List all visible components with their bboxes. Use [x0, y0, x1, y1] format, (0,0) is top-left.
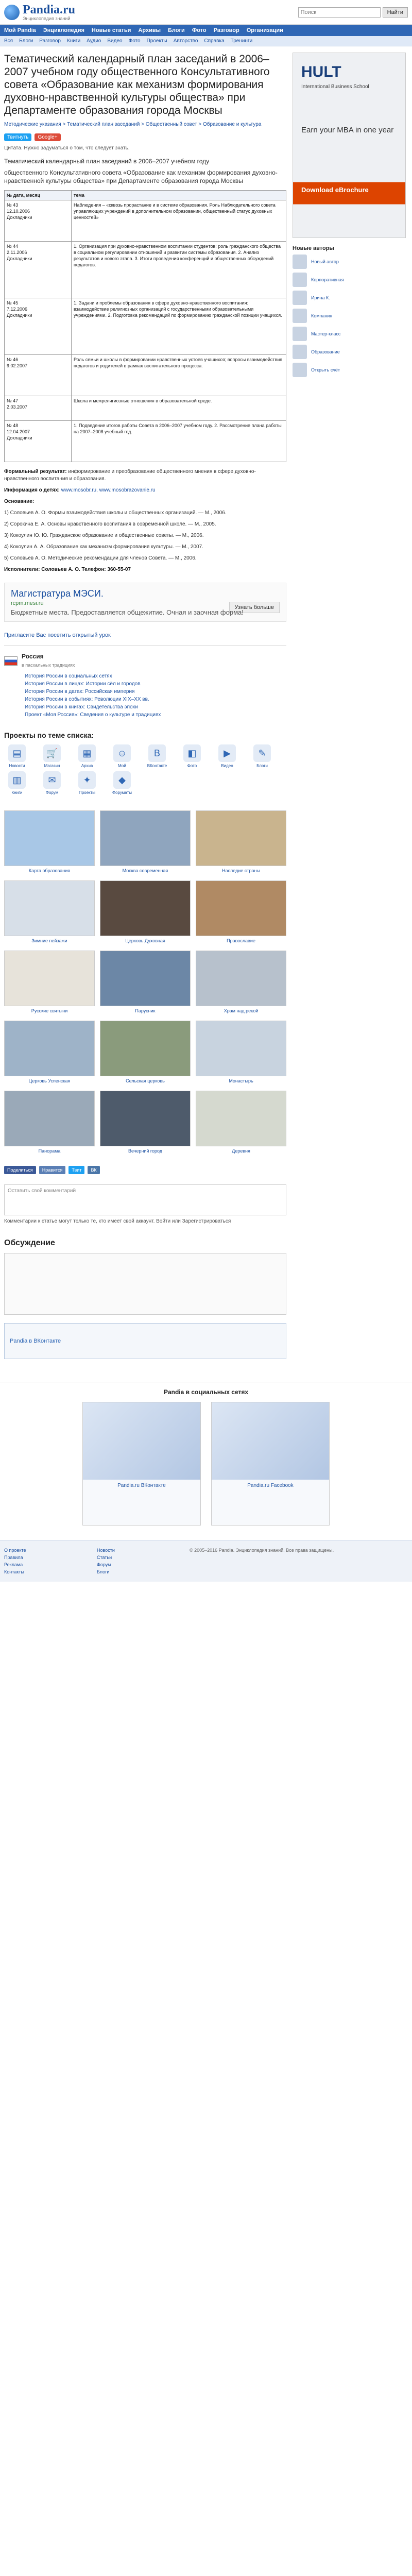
- footer-social: [0, 1382, 412, 1526]
- footer-col-2: [97, 1547, 174, 1575]
- list-item: [25, 696, 286, 703]
- gallery-photo[interactable]: [196, 1021, 286, 1076]
- project-item[interactable]: [144, 744, 170, 768]
- social-share-button[interactable]: Нравится: [39, 1166, 66, 1174]
- table-header-topic: тема: [72, 191, 286, 200]
- gallery-label[interactable]: Панорама: [38, 1148, 61, 1154]
- blog-icon: ✎: [253, 744, 271, 762]
- table-row: [5, 298, 286, 355]
- gallery-tile[interactable]: [196, 1021, 286, 1083]
- russia-flag-icon: [4, 656, 18, 666]
- related-head-note: в пасхальных традициях: [22, 663, 75, 668]
- author-name[interactable]: Образование: [311, 349, 340, 354]
- social-bar: [4, 1166, 286, 1174]
- project-label: Магазин: [44, 764, 60, 768]
- related-head[interactable]: Россия: [22, 653, 44, 660]
- nav-item[interactable]: Блоги: [168, 27, 185, 33]
- table-cell-topic: Наблюдения – «сквозь прорастание и в системе образования. Роль Наблюдательного совета управляющих учреждений в дополнительном образовании, общественный статус духовных ценностей»: [72, 200, 286, 242]
- gallery-label[interactable]: Москва современная: [122, 868, 168, 873]
- plan-table: [4, 190, 286, 462]
- nav-item[interactable]: Мой Pandia: [4, 27, 36, 33]
- vk-card-label: Pandia.ru ВКонтакте: [117, 1483, 166, 1488]
- header: [0, 0, 412, 25]
- gallery-label[interactable]: Зимние пейзажи: [31, 938, 67, 943]
- project-item[interactable]: [39, 771, 65, 795]
- gallery-tile[interactable]: [4, 880, 95, 943]
- table-row: [5, 421, 286, 462]
- related-link[interactable]: История России в событиях: Революции XIX–XX вв.: [25, 697, 149, 702]
- project-item[interactable]: [179, 744, 205, 768]
- gallery-photo[interactable]: [4, 951, 95, 1006]
- gallery-tile[interactable]: [100, 1021, 191, 1083]
- video-icon: ▶: [218, 744, 236, 762]
- info-label: Информация о детях:: [4, 487, 60, 493]
- nav-item[interactable]: Разговор: [213, 27, 239, 33]
- avatar: [293, 255, 307, 269]
- basis-item: 5) Соловьев А. О. Методические рекомендации для членов Совета. — М., 2006.: [4, 555, 197, 561]
- authors-title: Новые авторы: [293, 245, 334, 251]
- sub-nav: [0, 36, 412, 46]
- banner-school: International Business School: [301, 84, 369, 90]
- list-item: [25, 672, 286, 680]
- table-cell-date: № 47 2.03.2007: [5, 396, 72, 421]
- gallery-tile[interactable]: [4, 1091, 95, 1154]
- gallery-label[interactable]: Карта образования: [28, 868, 71, 873]
- authors-list: [293, 255, 408, 377]
- photo-gallery: [4, 810, 286, 1154]
- basis-item: 4) Кокоулин А. А. Образование как механизм формирования культуры. — М., 2007.: [4, 544, 203, 550]
- nav-item[interactable]: Фото: [192, 27, 207, 33]
- gallery-tile[interactable]: [4, 1021, 95, 1083]
- gallery-photo[interactable]: [196, 880, 286, 936]
- nav-item[interactable]: Новые статьи: [91, 27, 131, 33]
- footer-link[interactable]: Статьи: [97, 1555, 112, 1560]
- subnav-item[interactable]: Справка: [204, 38, 225, 44]
- project-label: Видео: [221, 764, 233, 768]
- project-label: Проекты: [78, 790, 96, 795]
- cart-icon: 🛒: [43, 744, 61, 762]
- gallery-tile[interactable]: [100, 810, 191, 873]
- subnav-item[interactable]: Вся: [4, 38, 13, 44]
- nav-item[interactable]: Архивы: [138, 27, 161, 33]
- subnav-item[interactable]: Блоги: [19, 38, 33, 44]
- gallery-label[interactable]: Русские святыни: [31, 1008, 68, 1013]
- intro-line-2: общественного Консультативного совета «Образование как механизм формирования духовно-нравственной культуры общества» при Департаменте образования города Москвы: [4, 169, 278, 184]
- author-item[interactable]: [293, 255, 408, 269]
- basis-label: Основание:: [4, 499, 35, 504]
- project-label: Архив: [81, 764, 93, 768]
- projects-heading: Проекты по теме списка:: [4, 731, 94, 739]
- project-label: Мой: [118, 764, 126, 768]
- project-item[interactable]: [249, 744, 275, 768]
- ad-title[interactable]: Магистратура МЭСИ.: [11, 588, 104, 599]
- list-item: [25, 688, 286, 696]
- search-button[interactable]: Найти: [383, 7, 408, 18]
- format-icon: ◆: [113, 771, 131, 789]
- basis-item: 1) Соловьев А. О. Формы взаимодействия школы и общественных организаций. — М., 2006.: [4, 510, 227, 516]
- archive-icon: ▦: [78, 744, 96, 762]
- forum-icon: ✉: [43, 771, 61, 789]
- gallery-tile[interactable]: [100, 880, 191, 943]
- table-cell-topic: 1. Подведение итогов работы Совета в 2006–2007 учебном году. 2. Рассмотрение плана работы на 2007–2008 учебный год.: [72, 421, 286, 462]
- gplus-share-button[interactable]: Google+: [35, 133, 60, 141]
- footer-link[interactable]: О проекте: [4, 1548, 26, 1553]
- result-label: Формальный результат:: [4, 469, 67, 474]
- main-nav: [0, 25, 412, 36]
- table-cell-date: № 43 12.10.2006 Докладчики: [5, 200, 72, 242]
- social-share-button[interactable]: Поделиться: [4, 1166, 36, 1174]
- share-quote: Цитата. Нужно задуматься о том, что следует знать.: [4, 145, 130, 151]
- gallery-tile[interactable]: [4, 810, 95, 873]
- avatar: [293, 309, 307, 323]
- avatar: [293, 345, 307, 359]
- author-item[interactable]: [293, 291, 408, 305]
- gallery-photo[interactable]: [100, 951, 191, 1006]
- gallery-tile[interactable]: [4, 951, 95, 1013]
- footer-social-heading: Pandia в социальных сетях: [163, 1388, 249, 1396]
- gallery-label[interactable]: Наследие страны: [222, 868, 260, 873]
- footer-link[interactable]: Новости: [97, 1548, 115, 1553]
- sidebar: [293, 46, 408, 1359]
- subnav-item[interactable]: Аудио: [87, 38, 101, 44]
- related-block: [4, 631, 286, 719]
- discussion-box[interactable]: [4, 1253, 286, 1315]
- related-link[interactable]: История России в лицах: Истории сёл и городов: [25, 681, 141, 687]
- basis-list: [4, 510, 286, 562]
- subnav-item[interactable]: Фото: [128, 38, 141, 44]
- table-row: [5, 200, 286, 242]
- table-cell-date: № 45 7.12.2006 Докладчики: [5, 298, 72, 355]
- gallery-photo[interactable]: [4, 1021, 95, 1076]
- gallery-photo[interactable]: [100, 810, 191, 866]
- book-icon: ▥: [8, 771, 26, 789]
- author-name[interactable]: Мастер-класс: [311, 331, 341, 336]
- footer-link[interactable]: Реклама: [4, 1562, 23, 1567]
- author-name[interactable]: Корпоративная: [311, 277, 344, 282]
- footer-link[interactable]: Блоги: [97, 1569, 110, 1574]
- list-item: [25, 680, 286, 688]
- table-cell-date: № 44 2.11.2006 Докладчики: [5, 242, 72, 298]
- social-share-button[interactable]: Твит: [68, 1166, 84, 1174]
- gallery-photo[interactable]: [4, 1091, 95, 1146]
- project-item[interactable]: [4, 771, 30, 795]
- project-label: Фото: [187, 764, 197, 768]
- project-label: ВКонтакте: [147, 764, 167, 768]
- table-row: [5, 242, 286, 298]
- executors: Исполнители: Соловьев А. О. Телефон: 360-55-07: [4, 567, 131, 572]
- fb-card-label: Pandia.ru Facebook: [247, 1483, 294, 1488]
- project-label: Книги: [11, 790, 23, 795]
- nav-item[interactable]: Энциклопедия: [43, 27, 84, 33]
- subnav-item[interactable]: Проекты: [146, 38, 167, 44]
- table-cell-topic: 1. Организация при духовно-нравственном воспитании студентов: роль гражданского общества в социальном регулировании отношений и развитии системы образования. 2. Анализ результатов и нового этапа. 3. Итоги проведения конференций и общественных обсуждений педагогов.: [72, 242, 286, 298]
- avatar: [293, 291, 307, 305]
- photo-icon: ◧: [183, 744, 201, 762]
- gallery-tile[interactable]: [196, 951, 286, 1013]
- author-item[interactable]: [293, 273, 408, 287]
- share-buttons: [4, 133, 286, 141]
- avatar: [293, 273, 307, 287]
- gallery-label[interactable]: Парусник: [135, 1008, 156, 1013]
- project-label: Новости: [9, 764, 25, 768]
- subnav-item[interactable]: Видео: [107, 38, 123, 44]
- search-bar: [298, 7, 408, 18]
- project-item[interactable]: [214, 744, 240, 768]
- comment-note: Комментарии к статье могут только те, кто имеет свой аккаунт. Войти или Зарегистрироваться: [4, 1218, 231, 1224]
- sidebar-banner[interactable]: [293, 53, 406, 238]
- footer-link[interactable]: Форум: [97, 1562, 111, 1567]
- page-title: Тематический календарный план заседаний в 2006–2007 учебном году общественного Консультативного совета «Образование как механизм формирования духовно-нравственной культуры общества» при Департаменте образования города Москвы: [4, 53, 270, 116]
- vk-widget[interactable]: Pandia в ВКонтакте: [4, 1323, 286, 1359]
- basis-item: 3) Кокоулин Ю. Ю. Гражданское образование и общественные советы. — М., 2006.: [4, 533, 204, 538]
- related-link[interactable]: История России в книгах: Свидетельства эпохи: [25, 704, 139, 710]
- logo-globe-icon: [4, 5, 20, 20]
- author-item[interactable]: [293, 363, 408, 377]
- related-intro[interactable]: Пригласите Вас посетить открытый урок: [4, 632, 111, 638]
- related-link[interactable]: История России в датах: Российская империя: [25, 689, 135, 694]
- breadcrumb[interactable]: Методические указания > Тематический план заседаний > Общественный совет > Образование и культура: [4, 122, 262, 127]
- project-label: Форум: [45, 790, 59, 795]
- gallery-label[interactable]: Сельская церковь: [126, 1078, 165, 1083]
- footer-link[interactable]: Правила: [4, 1555, 23, 1560]
- social-share-button[interactable]: ВК: [88, 1166, 99, 1174]
- author-name[interactable]: Открыть счёт: [311, 367, 340, 372]
- table-cell-topic: 1. Задачи и проблемы образования в сфере духовно-нравственного воспитания: взаимодействие религиозных организаций с государственными образовательными учреждениями. 2. Подготовка рекомендаций по формированию гражданской позиции учащихся.: [72, 298, 286, 355]
- news-icon: ▤: [8, 744, 26, 762]
- fb-card[interactable]: [211, 1402, 330, 1526]
- gallery-tile[interactable]: [100, 1091, 191, 1154]
- gallery-tile[interactable]: [196, 1091, 286, 1154]
- table-cell-topic: Роль семьи и школы в формировании нравственных устоев учащихся; вопросы взаимодействия педагогов и родителей в рамках воспитательного процесса.: [72, 355, 286, 396]
- gallery-tile[interactable]: [196, 880, 286, 943]
- result-text: информирование и преобразование общественного мнения в сфере духовно-нравственного воспитания и образования.: [4, 469, 256, 482]
- intro-line-1: Тематический календарный план заседаний в 2006–2007 учебном году: [4, 158, 210, 165]
- gallery-label[interactable]: Деревня: [232, 1148, 250, 1154]
- gallery-label[interactable]: Храм над рекой: [224, 1008, 259, 1013]
- ad-body: Бюджетные места. Предоставляется общежитие. Очная и заочная форма!: [11, 608, 244, 616]
- table-row: [5, 396, 286, 421]
- main-column: [4, 46, 293, 1359]
- list-item: [25, 703, 286, 711]
- author-name[interactable]: Ирина К.: [311, 295, 330, 300]
- project-label: Блоги: [256, 764, 268, 768]
- gallery-label[interactable]: Церковь Духовная: [125, 938, 165, 943]
- gallery-label[interactable]: Православие: [227, 938, 255, 943]
- related-list: [4, 672, 286, 719]
- author-item[interactable]: [293, 327, 408, 341]
- subnav-item[interactable]: Книги: [66, 38, 81, 44]
- project-icon: ✦: [78, 771, 96, 789]
- gallery-label[interactable]: Монастырь: [229, 1078, 253, 1083]
- content-wrap: [0, 46, 412, 1359]
- gallery-photo[interactable]: [196, 1091, 286, 1146]
- ad-more-button[interactable]: Узнать больше: [229, 602, 280, 613]
- avatar: [293, 363, 307, 377]
- list-item: [25, 711, 286, 719]
- table-header-date: № дата, месяц: [5, 191, 72, 200]
- gallery-photo[interactable]: [100, 880, 191, 936]
- gallery-tile[interactable]: [100, 951, 191, 1013]
- info-link[interactable]: www.mosobr.ru, www.mosobrazovanie.ru: [61, 487, 156, 493]
- gallery-photo[interactable]: [196, 951, 286, 1006]
- search-input[interactable]: [298, 7, 381, 18]
- table-cell-date: № 48 12.04.2007 Докладчики: [5, 421, 72, 462]
- gallery-photo[interactable]: [4, 810, 95, 866]
- twitter-share-button[interactable]: Твитнуть: [4, 133, 31, 141]
- author-name[interactable]: Новый автор: [311, 259, 339, 264]
- related-link[interactable]: Проект «Моя Россия»: Сведения о культуре и традициях: [25, 712, 161, 718]
- gallery-photo[interactable]: [100, 1021, 191, 1076]
- gallery-label[interactable]: Вечерний город: [128, 1148, 163, 1154]
- footer-col-1: [4, 1547, 81, 1575]
- table-cell-date: № 46 9.02.2007: [5, 355, 72, 396]
- banner-cta: Earn your MBA in one year: [301, 126, 394, 134]
- vk-icon: В: [148, 744, 166, 762]
- footer-link[interactable]: Контакты: [4, 1569, 24, 1574]
- gallery-label[interactable]: Церковь Успенская: [28, 1078, 71, 1083]
- author-item[interactable]: [293, 309, 408, 323]
- logo-subtitle: Энциклопедия знаний: [23, 16, 71, 21]
- project-item[interactable]: [74, 744, 100, 768]
- subnav-item[interactable]: Тренинги: [230, 38, 253, 44]
- project-item[interactable]: [39, 744, 65, 768]
- ad-domain[interactable]: rcpm.mesi.ru: [11, 600, 44, 606]
- discussion-title: Обсуждение: [4, 1239, 55, 1247]
- banner-brand: HULT: [301, 63, 341, 80]
- vk-card[interactable]: [82, 1402, 201, 1526]
- logo-text: Pandia.ru: [23, 3, 76, 16]
- logo[interactable]: [4, 3, 75, 21]
- gallery-photo[interactable]: [196, 810, 286, 866]
- banner-download-button[interactable]: Download eBrochure: [301, 186, 369, 194]
- user-icon: ☺: [113, 744, 131, 762]
- footer-copyright: © 2005–2016 Pandia. Энциклопедия знаний. Все права защищены.: [190, 1548, 334, 1553]
- project-item[interactable]: [109, 744, 135, 768]
- gallery-photo[interactable]: [100, 1091, 191, 1146]
- gallery-photo[interactable]: [4, 880, 95, 936]
- project-item[interactable]: [4, 744, 30, 768]
- subnav-item[interactable]: Авторство: [173, 38, 198, 44]
- project-label: Форуматы: [112, 790, 132, 795]
- nav-item[interactable]: Организации: [246, 27, 283, 33]
- author-name[interactable]: Компания: [311, 313, 333, 318]
- subnav-item[interactable]: Разговор: [39, 38, 61, 44]
- table-row: [5, 355, 286, 396]
- result-section: [4, 468, 286, 573]
- projects-icons: [4, 744, 286, 795]
- footer: [0, 1540, 412, 1582]
- table-cell-topic: Школа и межрелигиозные отношения в образовательной среде.: [72, 396, 286, 421]
- gallery-tile[interactable]: [196, 810, 286, 873]
- author-item[interactable]: [293, 345, 408, 359]
- text-ad[interactable]: [4, 583, 286, 622]
- project-item[interactable]: [74, 771, 100, 795]
- avatar: [293, 327, 307, 341]
- project-item[interactable]: [109, 771, 135, 795]
- related-link[interactable]: История России в социальных сетях: [25, 673, 112, 679]
- basis-item: 2) Сорокина Е. А. Основы нравственного воспитания в современной школе. — М., 2005.: [4, 521, 216, 527]
- comment-input[interactable]: Оставить свой комментарий: [4, 1184, 286, 1215]
